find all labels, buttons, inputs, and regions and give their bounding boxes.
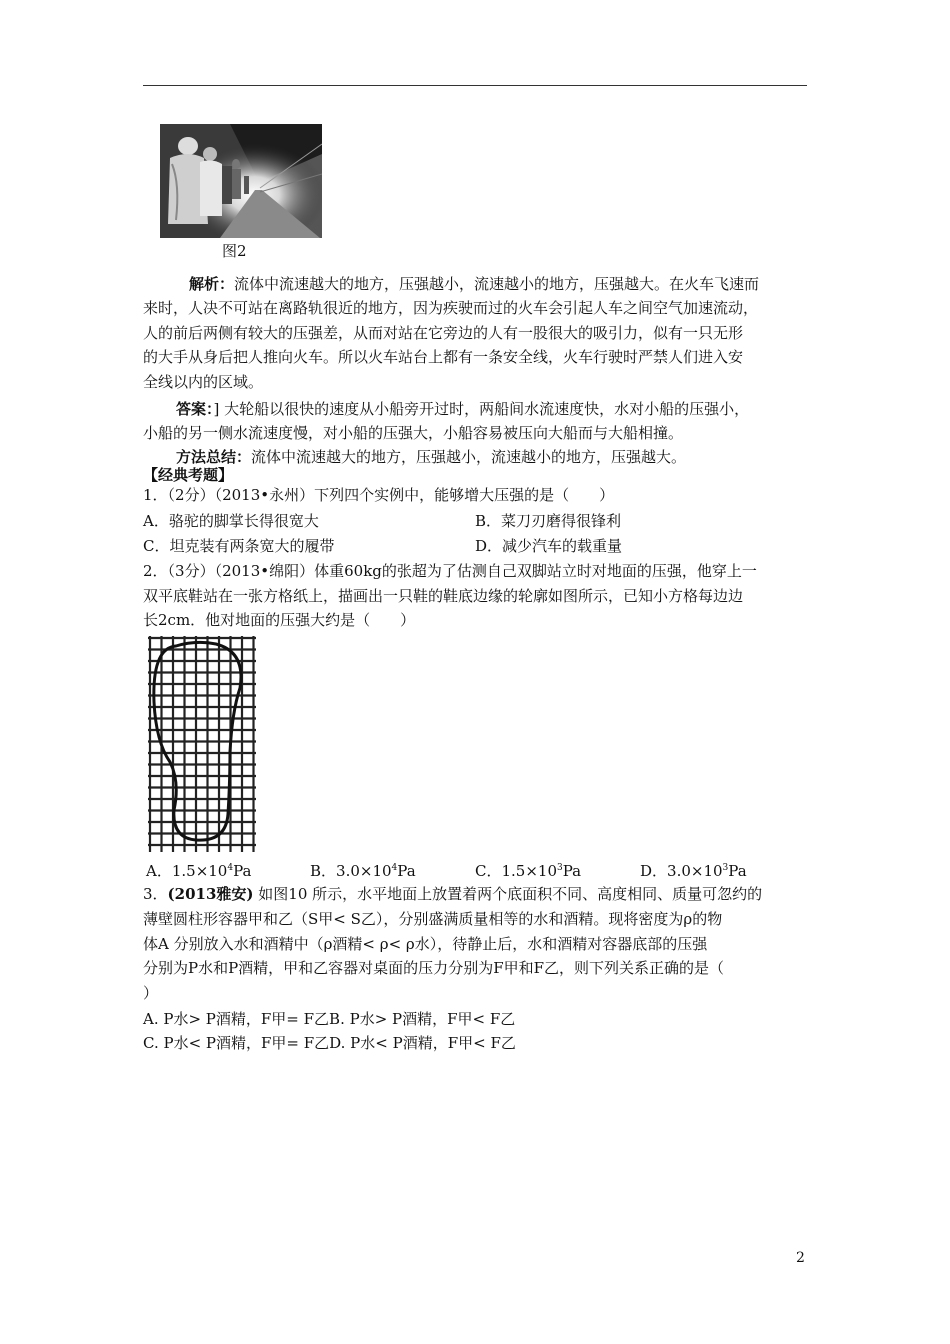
q1-option-b: B．菜刀刃磨得很锋利 <box>475 512 622 530</box>
q1-stem: 1．（2分）（2013•永州）下列四个实例中，能够增大压强的是（ ） <box>143 486 615 504</box>
q2-line-2: 双平底鞋站在一张方格纸上，描画出一只鞋的鞋底边缘的轮廓如图所示，已知小方格每边边 <box>143 587 744 605</box>
q3-line-1: 3．(2013雅安) 如图10 所示，水平地面上放置着两个底面积不同、高度相同、质量可忽约的 <box>143 885 763 903</box>
analysis-line-1: 解析：流体中流速越大的地方，压强越小，流速越小的地方，压强越大。在火车飞速而 <box>189 275 760 293</box>
q1-option-a: A．骆驼的脚掌长得很宽大 <box>143 512 319 530</box>
q2-option-d: D．$3.0\times 10^3Pa$ <box>640 862 747 880</box>
q2-line-1: 2．（3分）（2013•绵阳）体重60kg的张超为了估测自己双脚站立时对地面的压强，他穿上一 <box>143 562 757 580</box>
q3-line-4: 分别为P水和P酒精，甲和乙容器对桌面的压力分别为F甲和F乙，则下列关系正确的是（ <box>143 959 725 977</box>
grid-svg <box>146 632 258 854</box>
section-title: 【经典考题】 <box>143 466 234 484</box>
figure-2-photo <box>160 124 322 238</box>
q3-line-5: ） <box>143 984 159 1002</box>
q2-option-c: C．$1.5\times 10^3Pa$ <box>475 862 582 880</box>
q3-option-ab: A. P水> P酒精，F甲= F乙B. P水> P酒精，F甲< F乙 <box>143 1010 516 1028</box>
page-number: 2 <box>796 1250 805 1266</box>
q2-option-b: B．$3.0\times 10^4Pa$ <box>310 862 416 880</box>
analysis-line-3: 人的前后两侧有较大的压强差，从而对站在它旁边的人有一股很大的吸引力，似有一只无形 <box>143 324 744 342</box>
method-summary: 方法总结：流体中流速越大的地方，压强越小，流速越小的地方，压强越大。 <box>176 448 687 466</box>
method-label: 方法总结 <box>176 448 237 466</box>
q1-option-d: D．减少汽车的载重量 <box>475 537 623 555</box>
q3-line-3: 体A 分别放入水和酒精中（ρ酒精< ρ< ρ水），待静止后，水和酒精对容器底部的压强 <box>143 935 708 953</box>
q2-option-a: A．$1.5\times 10^4Pa$ <box>146 862 252 880</box>
analysis-line-2: 来时，人决不可站在离路轨很近的地方，因为疾驶而过的火车会引起人车之间空气加速流动， <box>143 299 759 317</box>
shoe-outline-grid-figure <box>146 632 258 854</box>
answer-line-2: 小船的另一侧水流速度慢，对小船的压强大，小船容易被压向大船而与大船相撞。 <box>143 424 684 442</box>
q3-line-2: 薄壁圆柱形容器甲和乙（S甲< S乙），分别盛满质量相等的水和酒精。现将密度为ρ的物 <box>143 910 723 928</box>
analysis-line-4: 的大手从身后把人推向火车。所以火车站台上都有一条安全线，火车行驶时严禁人们进入安 <box>143 348 744 366</box>
answer-line-1: 答案：] 大轮船以很快的速度从小船旁开过时，两船间水流速度快，水对小船的压强小， <box>176 400 750 418</box>
q1-option-c: C．坦克装有两条宽大的履带 <box>143 537 335 555</box>
header-rule <box>143 85 807 86</box>
figure-2-caption: 图2 <box>222 242 247 260</box>
q3-option-cd: C. P水< P酒精，F甲= F乙D. P水< P酒精，F甲< F乙 <box>143 1034 516 1052</box>
q3-source: (2013雅安) <box>167 885 254 903</box>
answer-label: 答案 <box>176 400 207 418</box>
analysis-line-5: 全线以内的区域。 <box>143 373 264 391</box>
train-platform-image <box>160 124 322 238</box>
q2-line-3: 长2cm．他对地面的压强大约是（ ） <box>143 611 416 629</box>
analysis-label: 解析 <box>189 275 220 293</box>
